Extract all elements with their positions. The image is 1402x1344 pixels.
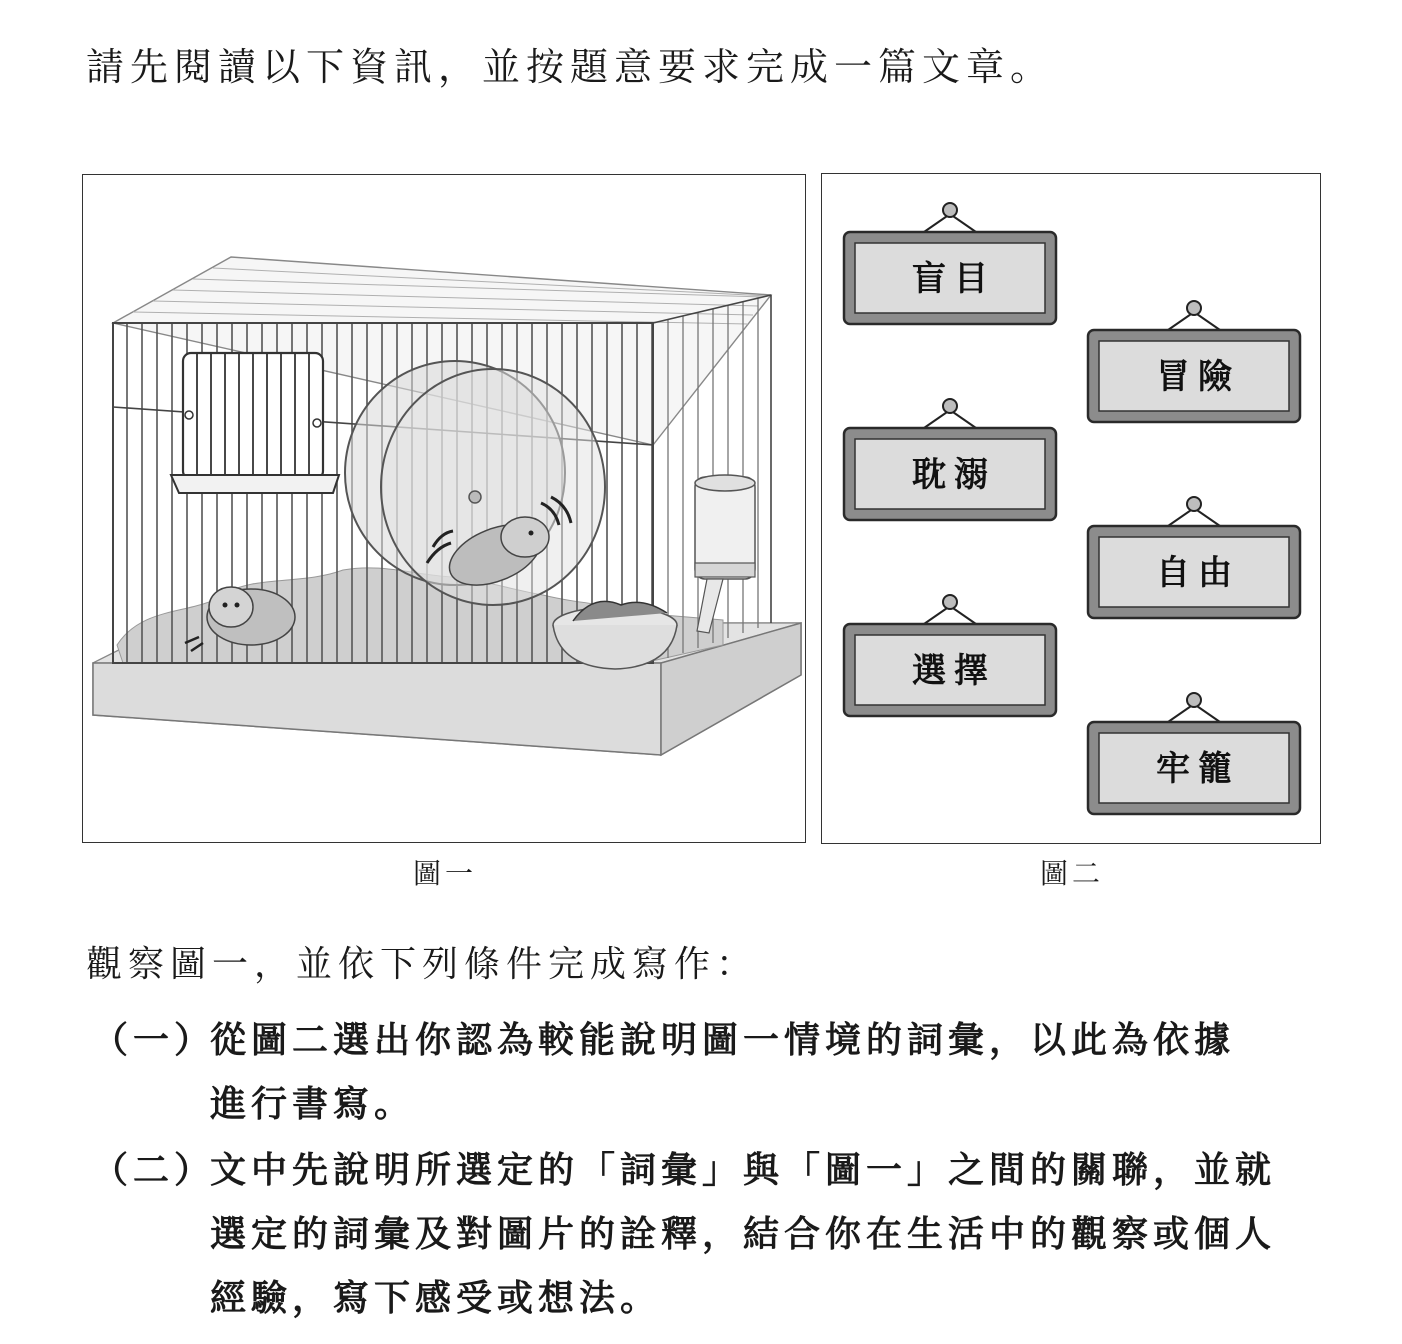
figure-1-caption: 圖一 [413,857,478,890]
figure-2-word-signs [821,173,1321,844]
requirement-1-line-2: 進行書寫。 [210,1083,416,1125]
sign-label: 耽溺 [912,455,996,495]
sign-danni [844,399,1056,520]
requirement-2-line-2: 選定的詞彙及對圖片的詮釋，結合你在生活中的觀察或個人 [210,1213,1277,1255]
sign-laolong [1088,693,1300,814]
requirement-1-number: （一） [92,1019,216,1061]
requirement-2-line-1: 文中先說明所選定的「詞彙」與「圖一」之間的關聯，並就 [210,1149,1277,1191]
sign-mangmu [844,203,1056,324]
sign-label: 盲目 [912,259,996,299]
instruction-text: 請先閱讀以下資訊，並按題意要求完成一篇文章。 [86,45,1055,89]
figure-1-hamster-cage [82,174,806,843]
sign-label: 自由 [1156,553,1240,593]
requirement-1-line-1: 從圖二選出你認為較能說明圖一情境的詞彙，以此為依據 [210,1019,1236,1061]
sign-xuanze [844,595,1056,716]
sign-maoxian [1088,301,1300,422]
figure-2-caption: 圖二 [1040,857,1105,890]
requirement-2-line-3: 經驗，寫下感受或想法。 [210,1277,662,1319]
sign-ziyou [1088,497,1300,618]
sign-label: 選擇 [912,651,996,691]
requirement-2-number: （二） [92,1149,216,1191]
task-intro: 觀察圖一，並依下列條件完成寫作： [86,944,759,985]
sign-label: 牢籠 [1156,749,1240,789]
sign-label: 冒險 [1156,357,1240,397]
